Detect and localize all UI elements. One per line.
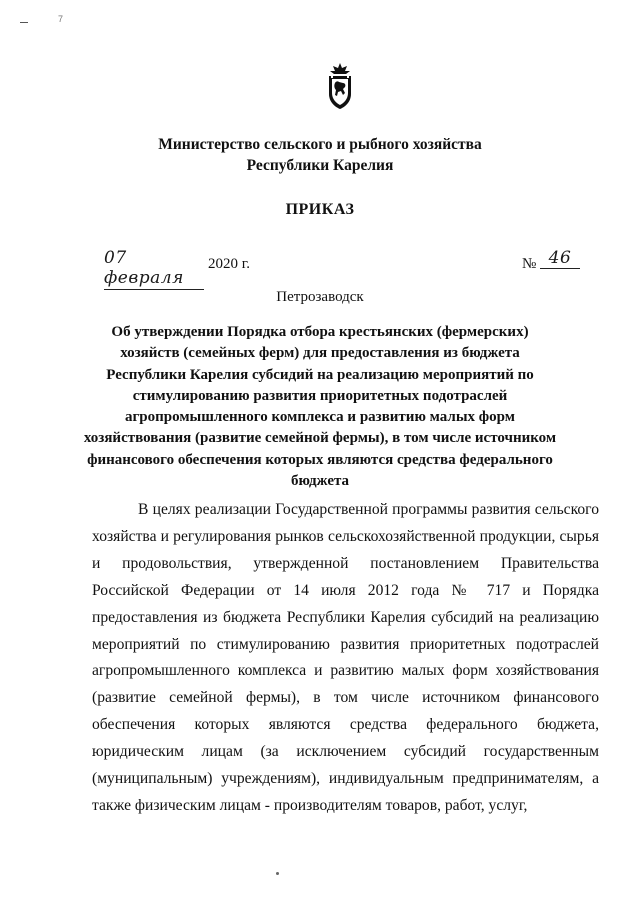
scan-mark-dash [20, 22, 28, 23]
handwritten-date: 07 февраля [104, 248, 204, 290]
body-paragraph: В целях реализации Государственной программы развития сельского хозяйства и регулирования рынков сельскохозяйственной продукции, сырья и продовольствия, утвержденной постановлением Правительства Российской Федерации от 14 июля 2012 года № 717 и Порядка предоставления из бюджета Республики Карелия субсидий на реализацию мероприятий по стимулированию развития приоритетных подотраслей агропромышленного комплекса и развитию малых форм хозяйствования (развитие семейной фермы), в том числе источником финансового обеспечения которых являются средства федерального бюджета, юридическим лицам (за исключением субсидий государственным (муниципальным) учреждениям), индивидуальным предпринимателям, а также физическим лицам - производителям товаров, работ, услуг, [92, 501, 599, 814]
scan-mark-dot [276, 872, 279, 875]
handwritten-number: 46 [540, 248, 580, 269]
ministry-line-2: Республики Карелия [246, 157, 394, 174]
place-of-issue: Петрозаводск [276, 289, 364, 305]
number-label: № [522, 256, 537, 272]
ministry-line-1: Министерство сельского и рыбного хозяйства [158, 136, 482, 153]
karelia-coat-of-arms-icon [324, 62, 356, 110]
ministry-heading [60, 134, 580, 176]
date-year: 2020 г. [208, 256, 250, 272]
order-subject: Об утверждении Порядка отбора крестьянских (фермерских) хозяйств (семейных ферм) для предоставления из бюджета Республики Карелия субсидий на реализацию мероприятий по стимулированию развития приоритетных подотраслей агропромышленного комплекса и развитию малых форм хозяйствования (развитие семейной фермы), в том числе источником финансового обеспечения которых являются средства федерального бюджета [83, 324, 557, 490]
dateline [104, 248, 590, 288]
document-type-title: ПРИКАЗ [285, 201, 355, 218]
scan-mark-tick: 7 [58, 14, 64, 24]
